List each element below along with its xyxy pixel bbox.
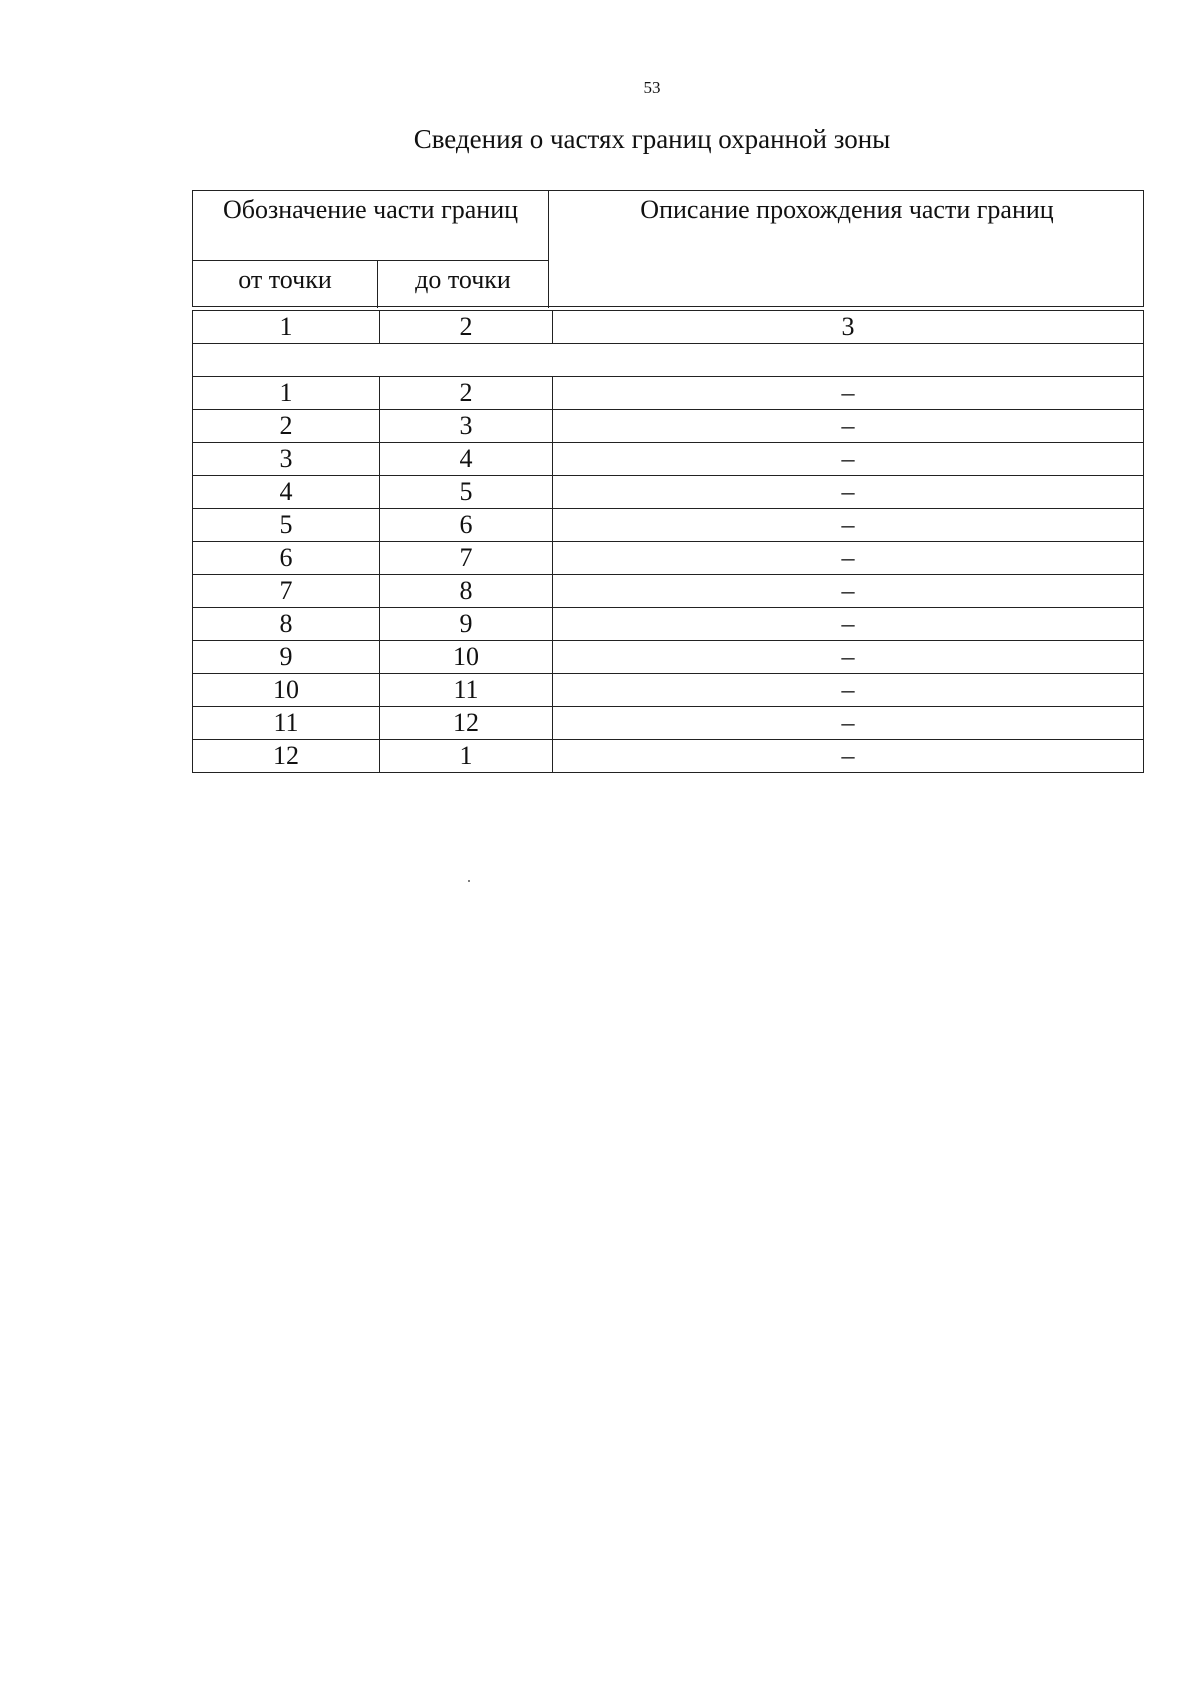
to-point-cell: 2 — [380, 377, 553, 410]
description-cell: – — [553, 410, 1144, 443]
description-cell: – — [553, 608, 1144, 641]
to-point-cell: 1 — [380, 740, 553, 773]
scan-speck — [468, 880, 470, 882]
description-cell: – — [553, 509, 1144, 542]
table-row — [193, 707, 1144, 740]
column-number-cell: 2 — [380, 311, 553, 344]
from-point-cell: 7 — [193, 575, 380, 608]
description-cell: – — [553, 377, 1144, 410]
table-row — [193, 674, 1144, 707]
description-cell: – — [553, 575, 1144, 608]
from-point-cell: 12 — [193, 740, 380, 773]
table-row — [193, 443, 1144, 476]
from-point-cell: 8 — [193, 608, 380, 641]
to-point-cell: 4 — [380, 443, 553, 476]
column-number-cell: 1 — [193, 311, 380, 344]
to-point-cell: 11 — [380, 674, 553, 707]
description-cell: – — [553, 740, 1144, 773]
column-number-cell: 3 — [553, 311, 1144, 344]
table-row — [193, 740, 1144, 773]
table-row — [193, 509, 1144, 542]
to-point-cell: 7 — [380, 542, 553, 575]
table-header — [192, 190, 1144, 307]
boundary-parts-table — [192, 190, 1144, 773]
from-point-cell: 10 — [193, 674, 380, 707]
table-row — [193, 476, 1144, 509]
table-row — [193, 410, 1144, 443]
description-cell: – — [553, 674, 1144, 707]
description-cell: – — [553, 476, 1144, 509]
from-point-cell: 4 — [193, 476, 380, 509]
header-from-point: от точки — [193, 261, 378, 308]
header-to-point: до точки — [378, 261, 549, 308]
from-point-cell: 6 — [193, 542, 380, 575]
to-point-cell: 6 — [380, 509, 553, 542]
from-point-cell: 11 — [193, 707, 380, 740]
from-point-cell: 1 — [193, 377, 380, 410]
header-description: Описание прохождения части границ — [640, 195, 1054, 224]
to-point-cell: 8 — [380, 575, 553, 608]
table-body — [192, 310, 1144, 773]
description-cell: – — [553, 707, 1144, 740]
to-point-cell: 3 — [380, 410, 553, 443]
table-row — [193, 377, 1144, 410]
table-row — [193, 575, 1144, 608]
table-row — [193, 641, 1144, 674]
to-point-cell: 9 — [380, 608, 553, 641]
description-cell: – — [553, 641, 1144, 674]
page-number: 53 — [643, 78, 661, 97]
from-point-cell: 9 — [193, 641, 380, 674]
to-point-cell: 10 — [380, 641, 553, 674]
header-designation: Обозначение части границ — [193, 191, 549, 261]
section-cell — [193, 344, 1144, 377]
from-point-cell: 5 — [193, 509, 380, 542]
to-point-cell: 5 — [380, 476, 553, 509]
from-point-cell: 3 — [193, 443, 380, 476]
description-cell: – — [553, 542, 1144, 575]
table-row — [193, 542, 1144, 575]
column-number-row — [193, 311, 1144, 344]
from-point-cell: 2 — [193, 410, 380, 443]
table-row — [193, 608, 1144, 641]
to-point-cell: 12 — [380, 707, 553, 740]
description-cell: – — [553, 443, 1144, 476]
section-row — [193, 344, 1144, 377]
page-title: Сведения о частях границ охранной зоны — [413, 124, 891, 154]
